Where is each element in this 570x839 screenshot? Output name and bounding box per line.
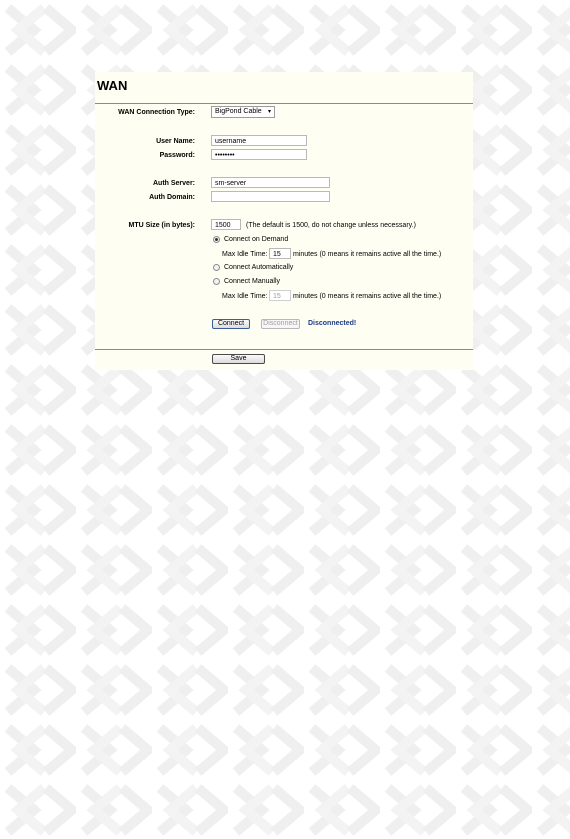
auth-server-field[interactable]: sm-server — [211, 177, 330, 188]
password-field[interactable]: •••••••• — [211, 149, 307, 160]
wan-connection-type-label: WAN Connection Type: — [118, 109, 195, 116]
connect-on-demand-radio[interactable] — [213, 236, 220, 243]
mtu-note: (The default is 1500, do not change unless necessary.) — [246, 222, 416, 229]
mtu-size-field[interactable]: 1500 — [211, 219, 241, 230]
connect-manually-radio[interactable] — [213, 278, 220, 285]
manual-max-idle-time-field[interactable]: 15 — [269, 290, 291, 301]
auth-domain-label: Auth Domain: — [149, 194, 195, 201]
page-title: WAN — [97, 78, 128, 93]
footer-divider — [95, 349, 473, 350]
connect-button[interactable]: Connect — [212, 319, 250, 329]
max-idle-time-note: minutes (0 means it remains active all the time.) — [293, 251, 442, 258]
max-idle-time-label: Max Idle Time: — [222, 251, 268, 258]
mtu-size-label: MTU Size (in bytes): — [128, 222, 195, 229]
user-name-label: User Name: — [156, 138, 195, 145]
connect-automatically-label: Connect Automatically — [224, 264, 294, 271]
max-idle-time-field[interactable]: 15 — [269, 248, 291, 259]
wan-connection-type-value: BigPond Cable — [215, 108, 262, 115]
connect-automatically-radio[interactable] — [213, 264, 220, 271]
chevron-down-icon: ▾ — [267, 109, 271, 115]
connect-on-demand-label: Connect on Demand — [224, 236, 289, 243]
manual-max-idle-time-label: Max Idle Time: — [222, 293, 268, 300]
auth-server-label: Auth Server: — [152, 180, 195, 187]
disconnect-button[interactable]: Disconnect — [261, 319, 300, 329]
connect-manually-label: Connect Manually — [224, 278, 281, 285]
wan-settings-panel — [95, 72, 473, 370]
save-button[interactable]: Save — [212, 354, 265, 364]
wan-connection-type-select[interactable] — [211, 106, 275, 118]
header-divider — [95, 103, 473, 104]
manual-max-idle-time-note: minutes (0 means it remains active all the time.) — [293, 293, 442, 300]
connection-status: Disconnected! — [308, 320, 357, 327]
password-label: Password: — [159, 152, 195, 159]
auth-domain-field[interactable] — [211, 191, 330, 202]
user-name-field[interactable]: username — [211, 135, 307, 146]
